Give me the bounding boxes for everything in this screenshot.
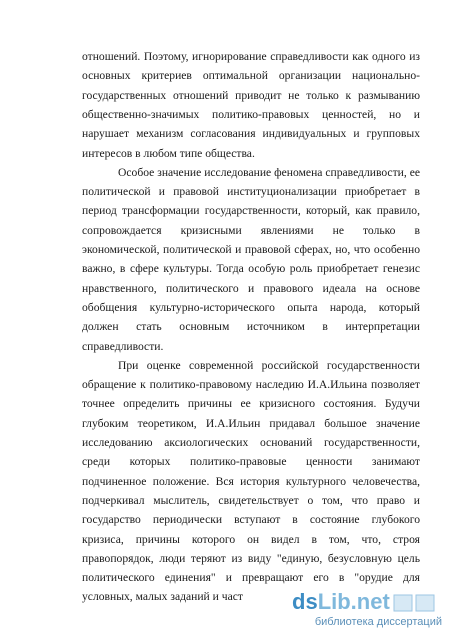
text-line: должен стать основным источником в интерпретации [82,320,420,334]
text-line: сопровождается кризисными явлениями не только в [82,223,420,237]
text-line: кризиса, причины которого он видел в том, что, строя [82,532,420,546]
watermark-logo: dsLib.net [292,589,390,614]
text-line: глубоким теоретиком, И.А.Ильин придавал большое значение [82,416,420,430]
text-line: политической и правовой институционализации приобретает в [82,185,420,199]
text-line: подчиненное положение. Вся история культурного человечества, [82,474,420,488]
text-line: справедливости. [82,339,164,353]
dslib-watermark [292,590,442,630]
text-line: нарушает механизм согласования индивидуальных и групповых [82,127,420,141]
text-line: обращение к политико-правовому наследию И.А.Ильина позволяет [82,378,420,392]
text-line: государство периодически вступают в состояние глубокого [82,513,420,527]
text-line: отношений. Поэтому, игнорирование справедливости как одного из [82,50,420,63]
text-line: Особое значение исследование феномена справедливости, ее [118,165,420,179]
text-line: среди которых политико-правовые ценности занимают [82,455,420,469]
text-line: При оценке современной российской государственности [118,358,420,372]
text-line: нравственного, политического и правового идеала на основе [82,281,420,295]
text-line: экономической, политической и правовой сферах, но, что особенно [82,243,420,256]
text-line: интересов в любом типе общества. [82,146,255,160]
text-line: подчеркивал мыслитель, свидетельствует о том, что право и [82,493,420,507]
text-line: государственных отношений приводит не только к размыванию [82,88,420,102]
text-line: важно, в сфере культуры. Тогда особую роль приобретает генезис [82,262,420,276]
text-line: правопорядок, люди теряют из виду "единую, безусловную цель [82,551,420,565]
text-line: общественно-значимых политико-правовых ценностей, но и [82,107,420,121]
text-line: политического единения" и превращают его в "орудие для [82,571,420,585]
text-line: исследованию аксиологических оснований государственности, [82,436,420,449]
text-line: основных критериев оптимальной организации национально- [82,69,420,83]
watermark-subtitle: библиотека диссертаций [314,616,442,628]
text-line: обобщения культурно-исторического опыта народа, который [82,300,420,314]
book-icon [392,592,438,614]
text-line: период трансформации государственности, который, как правило, [82,204,420,218]
text-line: точнее определить причины ее кризисного состояния. Будучи [82,397,420,411]
text-line: условных, малых заданий и част [82,590,243,604]
